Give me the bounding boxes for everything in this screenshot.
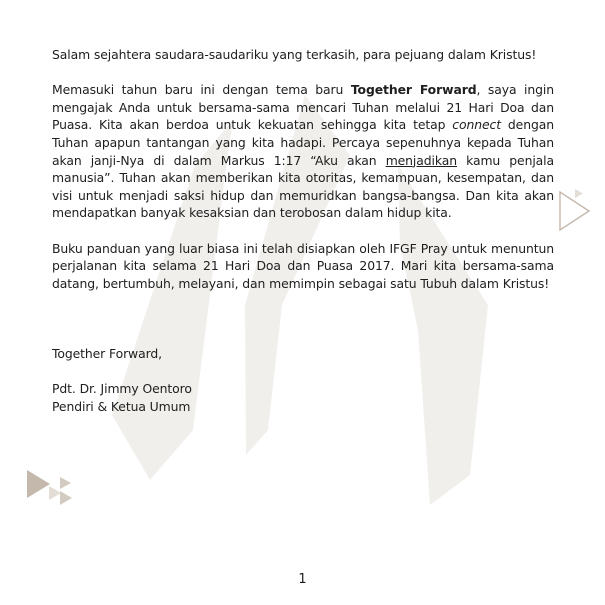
intro-text-3: dengan Tuhan apapun tantangan yang kita hadapi. Percaya sepenuhnya kepada Tuhan akan janji-Nya di dalam Markus 1:17 “Aku akan bbox=[52, 117, 554, 168]
triangle-outline-right bbox=[560, 192, 589, 230]
greeting-paragraph: Salam sejahtera saudara-saudariku yang terkasih, para pejuang dalam Kristus! bbox=[52, 47, 537, 62]
signature-gap bbox=[52, 363, 554, 381]
triangle-small-right bbox=[575, 189, 583, 198]
intro-text-2: , saya ingin mengajak Anda untuk bersama-sama mencari Tuhan melalui 21 Hari Doa dan Puasa. Kita akan berdoa untuk kekuatan sehingga kita tetap bbox=[52, 82, 555, 133]
letter-body bbox=[52, 46, 554, 415]
intro-text-1: Memasuki tahun baru ini dengan tema baru bbox=[52, 82, 351, 98]
theme-name: Together Forward bbox=[350, 82, 477, 98]
signature-spacer bbox=[52, 310, 554, 345]
triangle-left-light bbox=[49, 486, 61, 500]
intro-text-4: kamu penjala manusia”. Tuhan akan memberikan kita otoritas, kemampuan, kesempatan, dan visi untuk menjadi saksi hidup dan memuridkan bangsa-bangsa. Dan kita akan mendapatkan banyak kesaksian dan terobosan dalam hidup kita. bbox=[52, 152, 555, 221]
triangle-left-bottom bbox=[60, 491, 72, 505]
intro-paragraph bbox=[52, 81, 554, 222]
triangle-left-dark bbox=[27, 470, 50, 498]
page-number: 1 bbox=[298, 572, 307, 587]
signer-name: Pdt. Dr. Jimmy Oentoro bbox=[52, 381, 192, 397]
signer-title: Pendiri & Ketua Umum bbox=[52, 398, 191, 414]
menjadikan-word: menjadikan bbox=[385, 152, 457, 168]
connect-word: connect bbox=[452, 117, 501, 133]
guide-paragraph: Buku panduan yang luar biasa ini telah disiapkan oleh IFGF Pray untuk menuntun perjalanan kita selama 21 Hari Doa dan Puasa 2017. Mari kita bersama-sama datang, bertumbuh, melayani, dan memimpin sebagai satu Tubuh dalam Kristus! bbox=[52, 240, 554, 291]
closing-line: Together Forward, bbox=[52, 345, 162, 361]
triangle-left-mid bbox=[60, 477, 71, 489]
